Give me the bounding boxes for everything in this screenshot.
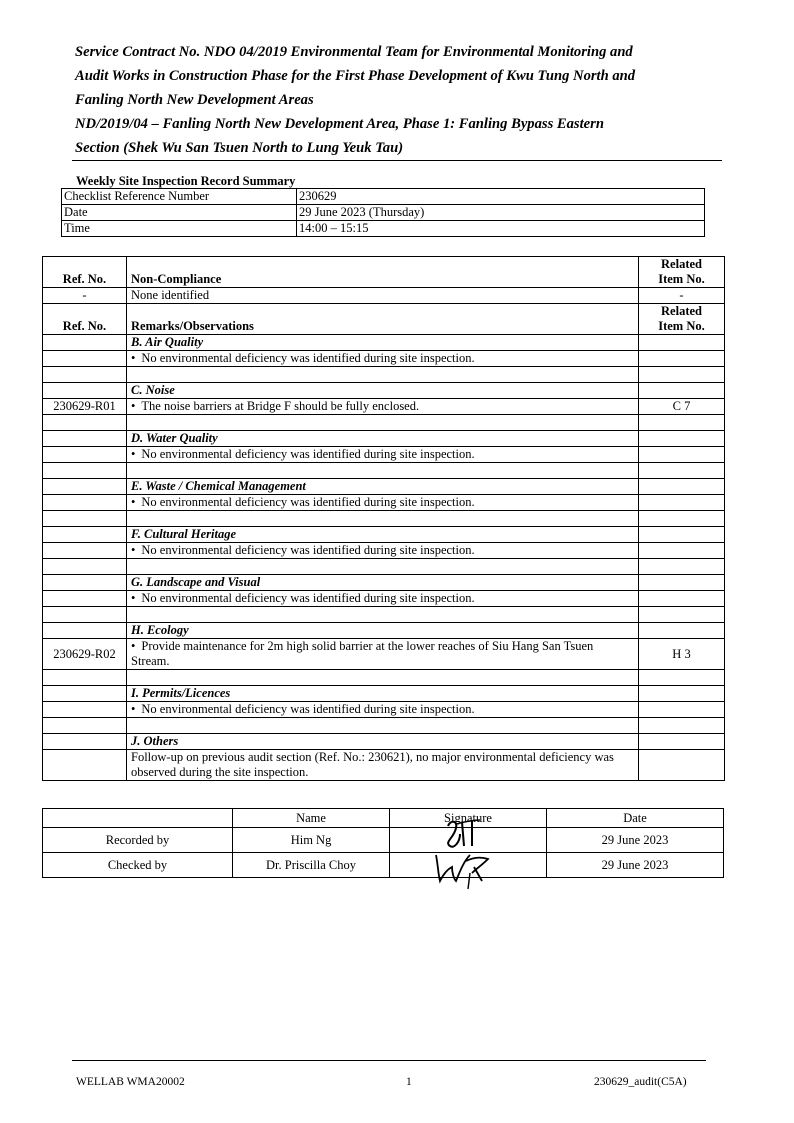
summary-row <box>62 205 705 221</box>
table-row <box>43 351 725 367</box>
title-divider <box>72 160 722 161</box>
signoff-date: 29 June 2023 <box>547 853 724 878</box>
remarks-header <box>43 304 725 335</box>
section-title: I. Permits/Licences <box>127 686 639 702</box>
item-cell: - <box>639 288 725 304</box>
header-related-line: Related <box>661 304 702 318</box>
header-related-line: Item No. <box>658 319 705 333</box>
title-line: Service Contract No. NDO 04/2019 Environmental Team for Environmental Monitoring and <box>75 44 633 60</box>
signoff-date: 29 June 2023 <box>547 828 724 853</box>
noncompliance-header <box>43 257 725 288</box>
table-row <box>43 591 725 607</box>
header-name: Name <box>233 809 390 828</box>
remark-text <box>127 639 639 670</box>
summary-value: 230629 <box>297 189 705 205</box>
header-signature: Signature <box>390 809 547 828</box>
ref-cell: 230629-R01 <box>43 399 127 415</box>
section-row <box>43 479 725 495</box>
header-related-line: Item No. <box>658 272 705 286</box>
item-cell: H 3 <box>639 639 725 670</box>
table-row <box>43 399 725 415</box>
title-line: Section (Shek Wu San Tsuen North to Lung Yeuk Tau) <box>75 140 404 156</box>
table-row <box>43 447 725 463</box>
header-date: Date <box>547 809 724 828</box>
section-row <box>43 527 725 543</box>
inspection-table <box>42 256 725 781</box>
ref-cell: - <box>43 288 127 304</box>
header-related <box>639 257 725 288</box>
handwritten-signature-icon <box>436 816 496 850</box>
page-number: 1 <box>406 1076 412 1088</box>
signoff-role: Checked by <box>43 853 233 878</box>
ref-cell: 230629-R02 <box>43 639 127 670</box>
item-cell: C 7 <box>639 399 725 415</box>
remark-text: • No environmental deficiency was identified during site inspection. <box>127 495 639 511</box>
section-row <box>43 431 725 447</box>
remark-text-content: Provide maintenance for 2m high solid barrier at the lower reaches of Siu Hang San Tsuen Stream. <box>131 639 594 668</box>
signature-cell <box>390 853 547 878</box>
section-row <box>43 734 725 750</box>
section-row <box>43 335 725 351</box>
table-row <box>43 288 725 304</box>
section-title: H. Ecology <box>127 623 639 639</box>
blank-row <box>43 463 725 479</box>
summary-label: Checklist Reference Number <box>62 189 297 205</box>
section-title: C. Noise <box>127 383 639 399</box>
summary-label: Date <box>62 205 297 221</box>
section-title: F. Cultural Heritage <box>127 527 639 543</box>
blank-row <box>43 415 725 431</box>
signoff-row <box>43 853 724 878</box>
blank-row <box>43 559 725 575</box>
title-line: ND/2019/04 – Fanling North New Development Area, Phase 1: Fanling Bypass Eastern <box>75 116 604 132</box>
signoff-name: Dr. Priscilla Choy <box>233 853 390 878</box>
remark-text: • No environmental deficiency was identified during site inspection. <box>127 591 639 607</box>
blank-row <box>43 367 725 383</box>
summary-row <box>62 189 705 205</box>
desc-cell: None identified <box>127 288 639 304</box>
footer-right: 230629_audit(C5A) <box>594 1076 687 1088</box>
blank-row <box>43 511 725 527</box>
footer-left: WELLAB WMA20002 <box>76 1076 185 1088</box>
section-title: D. Water Quality <box>127 431 639 447</box>
summary-heading: Weekly Site Inspection Record Summary <box>76 174 296 188</box>
section-title: B. Air Quality <box>127 335 639 351</box>
remark-text: Follow-up on previous audit section (Ref. No.: 230621), no major environmental deficiency was observed during the site inspection. <box>127 750 639 781</box>
header-remarks: Remarks/Observations <box>127 304 639 335</box>
blank-row <box>43 670 725 686</box>
table-row <box>43 639 725 670</box>
remark-text: • The noise barriers at Bridge F should be fully enclosed. <box>127 399 639 415</box>
section-title: E. Waste / Chemical Management <box>127 479 639 495</box>
title-line: Audit Works in Construction Phase for the First Phase Development of Kwu Tung North and <box>75 68 636 84</box>
remark-text: • No environmental deficiency was identified during site inspection. <box>127 351 639 367</box>
title-line: Fanling North New Development Areas <box>75 92 314 108</box>
section-row <box>43 623 725 639</box>
header-related-line: Related <box>661 257 702 271</box>
signoff-table <box>42 808 724 878</box>
remark-text: • No environmental deficiency was identified during site inspection. <box>127 447 639 463</box>
table-row <box>43 750 725 781</box>
document-title <box>75 40 715 160</box>
header-related <box>639 304 725 335</box>
section-row <box>43 686 725 702</box>
signoff-role: Recorded by <box>43 828 233 853</box>
summary-value: 14:00 – 15:15 <box>297 221 705 237</box>
section-title: J. Others <box>127 734 639 750</box>
table-row <box>43 495 725 511</box>
signoff-row <box>43 828 724 853</box>
header-ref: Ref. No. <box>43 304 127 335</box>
footer-divider <box>72 1060 706 1061</box>
blank-row <box>43 607 725 623</box>
summary-row <box>62 221 705 237</box>
section-row <box>43 575 725 591</box>
remark-text: • No environmental deficiency was identified during site inspection. <box>127 702 639 718</box>
summary-value: 29 June 2023 (Thursday) <box>297 205 705 221</box>
table-row <box>43 543 725 559</box>
summary-label: Time <box>62 221 297 237</box>
header-noncompliance: Non-Compliance <box>127 257 639 288</box>
section-row <box>43 383 725 399</box>
handwritten-signature-icon <box>430 847 500 891</box>
section-title: G. Landscape and Visual <box>127 575 639 591</box>
summary-table <box>61 188 705 237</box>
table-row <box>43 702 725 718</box>
blank-row <box>43 718 725 734</box>
signoff-name: Him Ng <box>233 828 390 853</box>
header-ref: Ref. No. <box>43 257 127 288</box>
signoff-header <box>43 809 724 828</box>
remark-text: • No environmental deficiency was identified during site inspection. <box>127 543 639 559</box>
